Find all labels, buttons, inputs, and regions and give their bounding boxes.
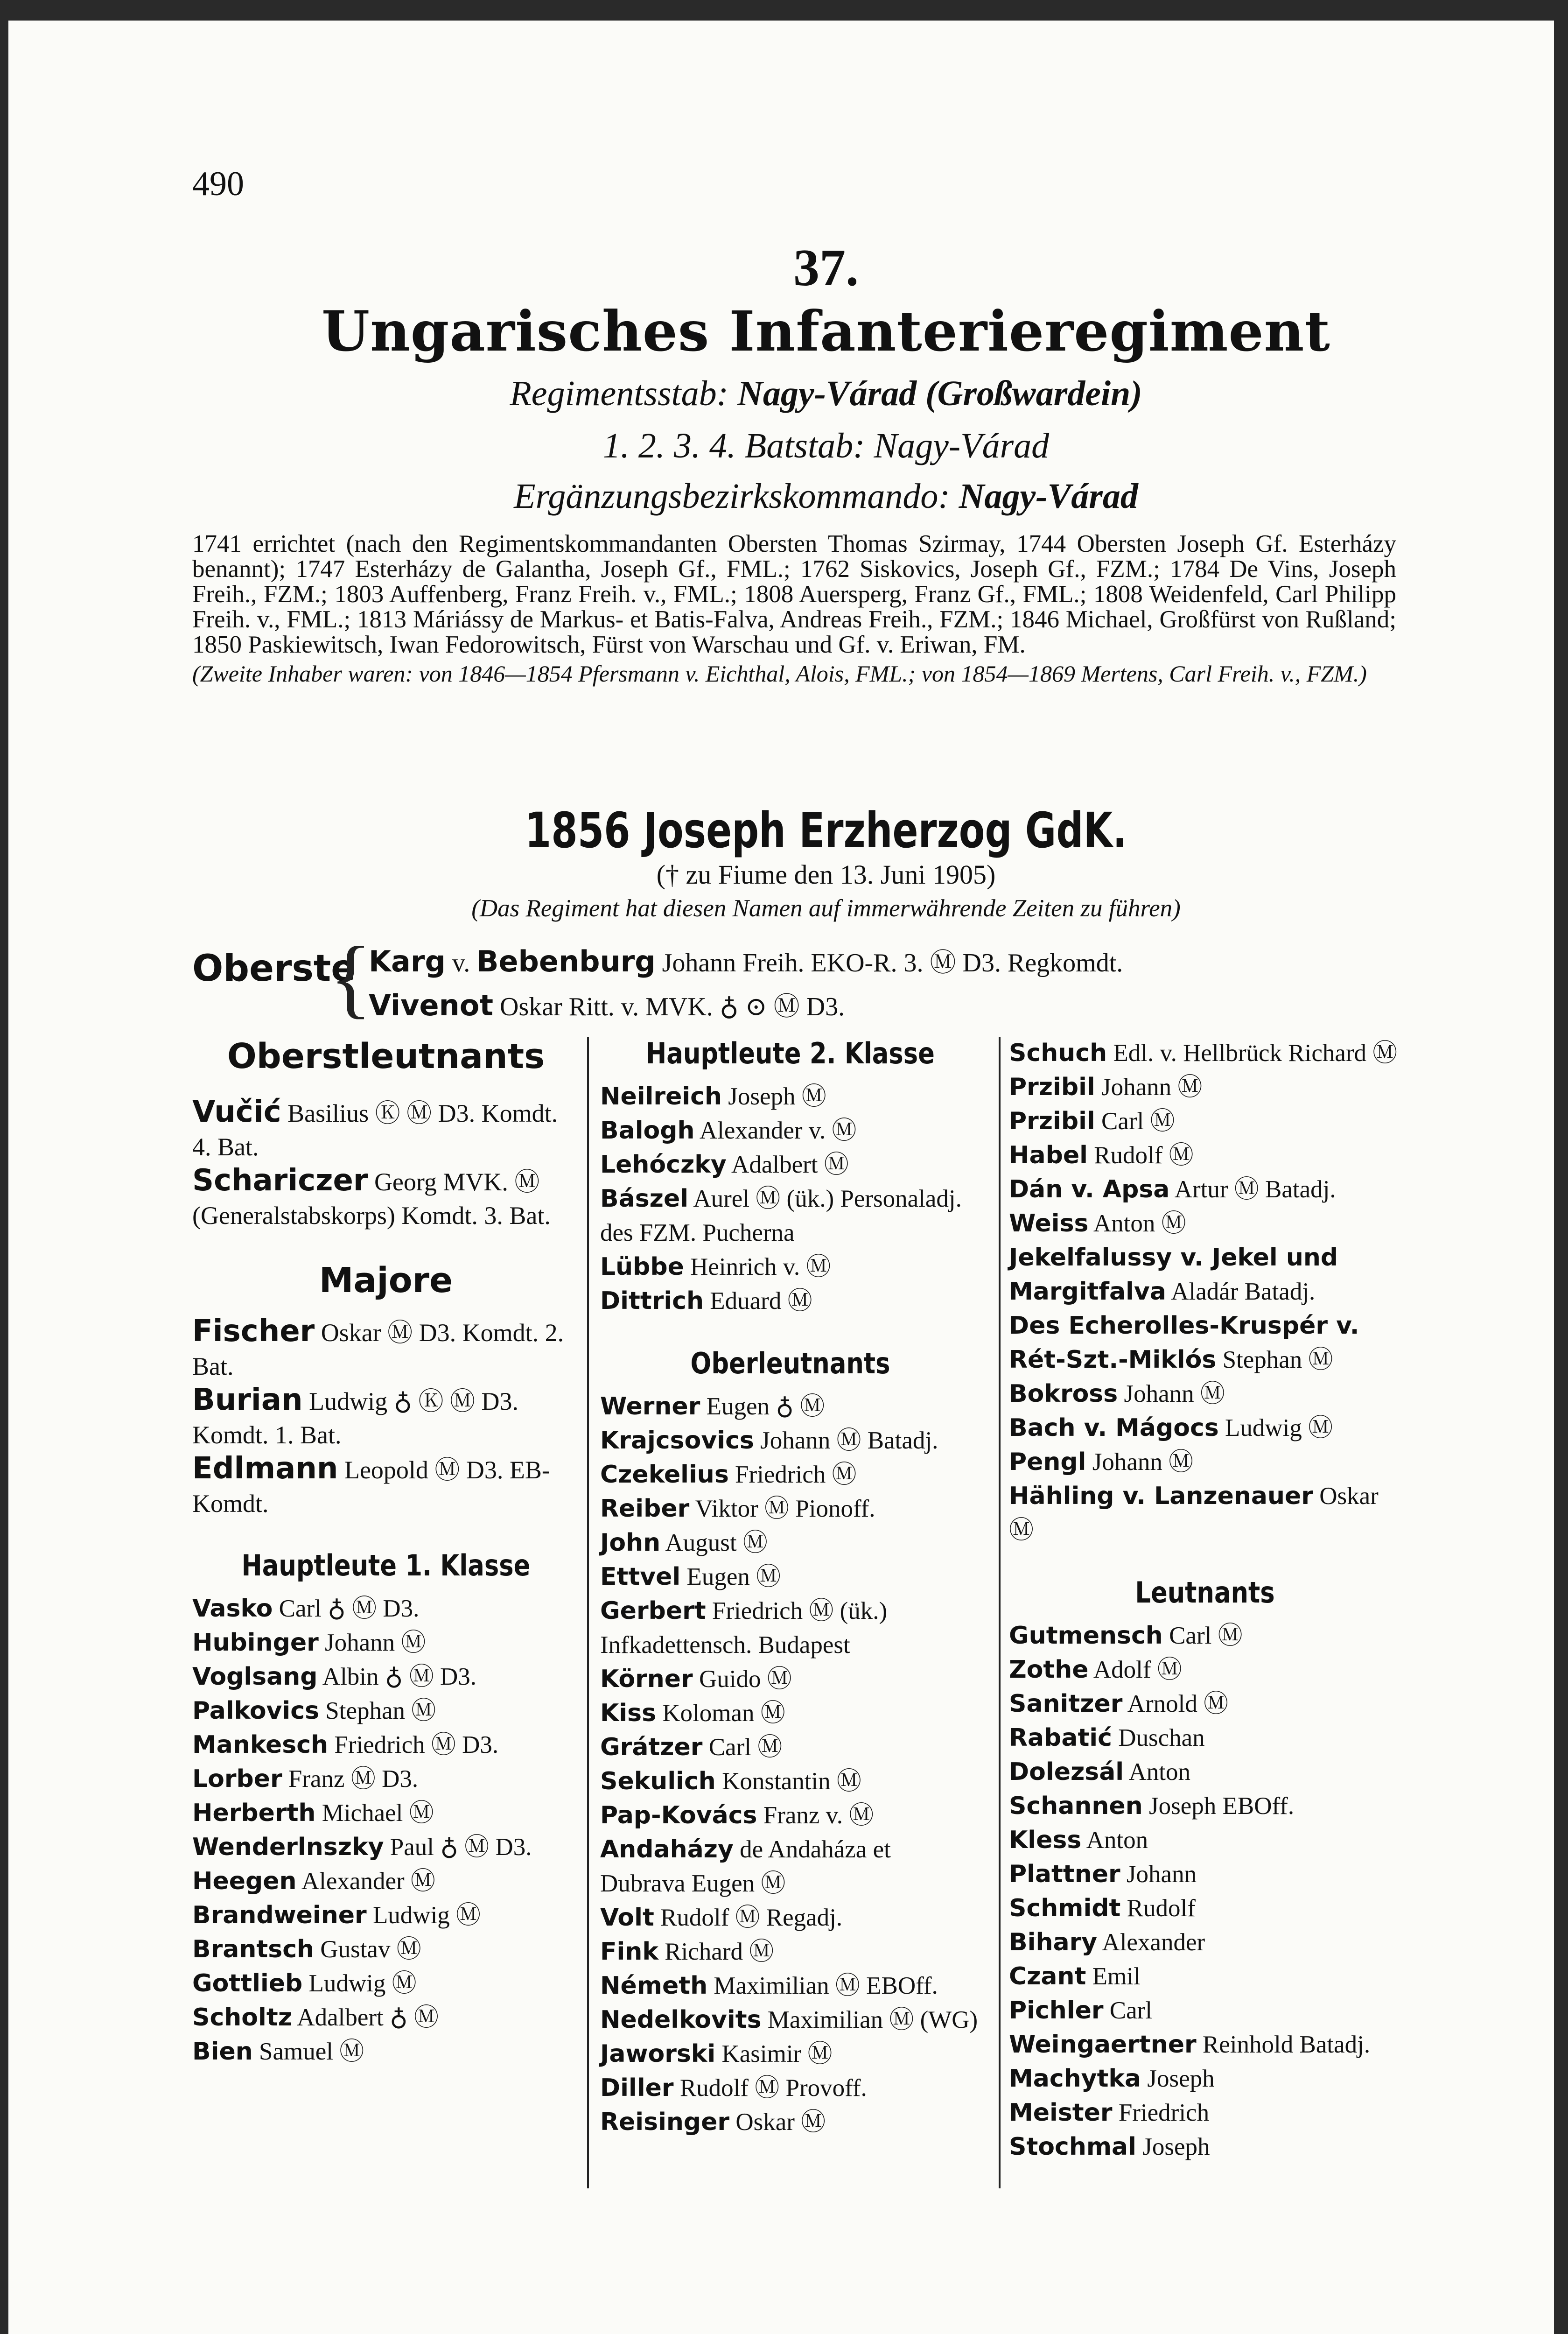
entry-name: Herberth bbox=[192, 1799, 316, 1827]
list-item bbox=[600, 1080, 980, 1114]
list-item bbox=[1009, 1721, 1401, 1755]
entry-name: Fischer bbox=[192, 1314, 315, 1349]
section-heading-oberstleutnants: Oberstleutnants bbox=[227, 1036, 545, 1076]
entry-name: Lorber bbox=[192, 1765, 282, 1793]
entry-text: Joseph Ⓜ bbox=[722, 1083, 826, 1110]
entry-text: Ludwig Ⓜ bbox=[366, 1902, 481, 1929]
entry-text: Ludwig Ⓜ bbox=[302, 1970, 417, 1997]
entry-text: Eugen ♁ Ⓜ bbox=[700, 1393, 825, 1420]
list-item bbox=[600, 1560, 980, 1594]
list-item bbox=[192, 1898, 580, 1933]
entry-name: Schannen bbox=[1009, 1792, 1143, 1820]
list-item bbox=[600, 2071, 980, 2105]
entry-text: de Andaháza et Dubrava Eugen Ⓜ bbox=[600, 1836, 891, 1897]
entry-text: Samuel Ⓜ bbox=[252, 2038, 364, 2065]
regimentsstab-line bbox=[140, 373, 1512, 414]
entry-name: Mankesch bbox=[192, 1731, 329, 1759]
list-item bbox=[1009, 1479, 1401, 1547]
entry-name: Rabatić bbox=[1009, 1724, 1112, 1752]
entry-name: Gerbert bbox=[600, 1597, 706, 1625]
list-item bbox=[192, 2001, 580, 2035]
list-item bbox=[600, 1526, 980, 1560]
entry-text: Franz v. Ⓜ bbox=[757, 1802, 874, 1829]
entry-name: Bokross bbox=[1009, 1380, 1118, 1408]
list-item bbox=[600, 2003, 980, 2037]
second-owners-note: (Zweite Inhaber waren: von 1846—1854 Pfersmann v. Eichthal, Alois, FML.; von 1854—1869 Mertens, Carl Freih. v., FZM.) bbox=[192, 661, 1367, 687]
list-item bbox=[192, 1452, 580, 1520]
entry-text: Johann Freih. EKO-R. 3. Ⓜ D3. Regkomdt. bbox=[655, 949, 1123, 977]
regiment-number: 37. bbox=[793, 239, 859, 297]
entry-text: Paul ♁ Ⓜ D3. bbox=[384, 1834, 532, 1861]
entry-text: v. bbox=[445, 949, 477, 977]
entry-text: Adolf Ⓜ bbox=[1088, 1656, 1182, 1683]
entry-name: Krajcsovics bbox=[600, 1427, 754, 1455]
list-item bbox=[1009, 1241, 1401, 1309]
list-item bbox=[192, 1864, 580, 1898]
entry-name: Czant bbox=[1009, 1962, 1086, 1990]
list-item bbox=[1009, 1857, 1401, 1891]
entry-name: Hubinger bbox=[192, 1629, 319, 1657]
entry-text: Adalbert ♁ Ⓜ bbox=[292, 2004, 439, 2031]
section-heading-hauptleute-2: Hauptleute 2. Klasse bbox=[646, 1036, 935, 1070]
entry-text: Alexander Ⓜ bbox=[296, 1868, 435, 1895]
entry-text: Leopold Ⓜ D3. EB-Komdt. bbox=[192, 1456, 550, 1518]
list-item bbox=[1009, 1377, 1401, 1411]
entry-text: Basilius Ⓚ Ⓜ D3. Komdt. 4. Bat. bbox=[192, 1099, 558, 1161]
oberste-label: Oberste bbox=[192, 948, 356, 990]
entry-text: Joseph bbox=[1136, 2133, 1210, 2160]
history-block bbox=[192, 531, 1396, 686]
list-item bbox=[192, 1830, 580, 1864]
entry-name: Vivenot bbox=[369, 988, 493, 1022]
entry-text: Joseph bbox=[1141, 2065, 1215, 2092]
entry-name: Diller bbox=[600, 2074, 674, 2102]
inhaber-heading: 1856 Joseph Erzherzog GdK. bbox=[525, 802, 1127, 859]
entry-name: Jaworski bbox=[600, 2040, 716, 2068]
list-item bbox=[1009, 1653, 1401, 1687]
erganzung-label: Ergänzungsbezirkskommando: bbox=[514, 477, 950, 516]
entry-text: Ludwig Ⓜ bbox=[1218, 1414, 1333, 1441]
entry-name: Bihary bbox=[1009, 1928, 1098, 1956]
column-3 bbox=[1009, 1036, 1401, 2164]
entry-text: Oskar Ⓜ bbox=[729, 2109, 826, 2136]
entry-text: Guido Ⓜ bbox=[693, 1666, 792, 1693]
entry-text: Johann Ⓜ bbox=[318, 1629, 426, 1656]
column-divider bbox=[587, 1037, 589, 2188]
entry-text: Adalbert Ⓜ bbox=[726, 1151, 849, 1178]
list-item bbox=[192, 1728, 580, 1762]
entry-name: Przibil bbox=[1009, 1107, 1095, 1135]
entry-text: Rudolf bbox=[1120, 1895, 1196, 1922]
batstab-line bbox=[140, 426, 1512, 466]
list-item bbox=[1009, 1207, 1401, 1241]
list-item bbox=[1009, 1789, 1401, 1823]
entry-text: Oskar Ⓜ bbox=[1009, 1483, 1379, 1544]
entry-text: Oskar Ⓜ D3. Komdt. 2. Bat. bbox=[192, 1319, 564, 1380]
list-item bbox=[1009, 1445, 1401, 1479]
regimentsstab-label: Regimentsstab: bbox=[510, 374, 728, 413]
column-divider bbox=[999, 1037, 1001, 2188]
entry-text: Anton Ⓜ bbox=[1088, 1210, 1186, 1237]
entry-name: Vasko bbox=[192, 1595, 273, 1623]
page-number: 490 bbox=[192, 165, 244, 203]
entry-name: Grátzer bbox=[600, 1733, 703, 1761]
entry-text: Anton bbox=[1081, 1827, 1148, 1854]
list-item bbox=[600, 1730, 980, 1765]
list-item bbox=[1009, 1687, 1401, 1721]
entry-name: Pichler bbox=[1009, 1997, 1104, 2025]
entry-name: Fink bbox=[600, 1938, 658, 1966]
history-text: 1741 errichtet (nach den Regimentskommandanten Obersten Thomas Szirmay, 1744 Obersten Joseph Gf. Esterházy benannt); 1747 Esterházy de Galantha, Joseph Gf., FML.; 1762 Siskovics, Joseph Gf., FZM.; 1784 De Vins, Joseph Freih., FZM.; 1803 Auffenberg, Franz Freih. v., FML.; 1808 Auersperg, Franz Gf., FML.; 1808 Weidenfeld, Carl Philipp Freih. v., FML.; 1813 Máriássy de Markus- et Batis-Falva, Andreas Freih., FZM.; 1846 Michael, Großfürst von Rußland; 1850 Paskiewitsch, Iwan Fedorowitsch, Fürst von Warschau und Gf. v. Eriwan, FM. bbox=[192, 530, 1396, 658]
entry-text: Richard Ⓜ bbox=[658, 1938, 774, 1965]
section-heading-oberleutnants: Oberleutnants bbox=[690, 1346, 890, 1380]
list-item bbox=[600, 1182, 980, 1250]
entry-text: Franz Ⓜ D3. bbox=[282, 1765, 419, 1793]
list-item bbox=[600, 1765, 980, 1799]
entry-name: Pengl bbox=[1009, 1448, 1086, 1476]
entry-name: Dittrich bbox=[600, 1287, 704, 1315]
entry-name: Karg bbox=[369, 944, 446, 978]
entry-name: Scholtz bbox=[192, 2004, 292, 2032]
entry-name: Schuch bbox=[1009, 1039, 1107, 1067]
entry-name: Pap-Kovács bbox=[600, 1801, 757, 1829]
entry-name: Nedelkovits bbox=[600, 2006, 762, 2034]
entry-name: Machytka bbox=[1009, 2065, 1141, 2093]
entry-text: Alexander v. Ⓜ bbox=[694, 1117, 857, 1144]
entry-name: Habel bbox=[1009, 1141, 1088, 1169]
entry-name: Werner bbox=[600, 1392, 700, 1420]
entry-name: Kiss bbox=[600, 1699, 657, 1727]
entry-text: Maximilian Ⓜ (WG) bbox=[761, 2006, 978, 2033]
entry-name: Heegen bbox=[192, 1867, 297, 1895]
scan-border-left bbox=[0, 0, 8, 2334]
list-item bbox=[600, 1114, 980, 1148]
list-item bbox=[1009, 2096, 1401, 2130]
entry-name: Neilreich bbox=[600, 1083, 722, 1111]
entry-text: Rudolf Ⓜ bbox=[1087, 1142, 1194, 1169]
entry-name: Palkovics bbox=[192, 1697, 320, 1725]
entry-text: Friedrich Ⓜ D3. bbox=[328, 1731, 499, 1758]
entry-text: Johann Ⓜ bbox=[1086, 1448, 1194, 1476]
entry-text: Edl. v. Hellbrück Richard Ⓜ bbox=[1107, 1040, 1398, 1067]
list-item bbox=[600, 1901, 980, 1935]
list-item bbox=[600, 1662, 980, 1696]
list-item bbox=[192, 2035, 580, 2069]
entry-text: Gustav Ⓜ bbox=[314, 1936, 421, 1963]
batstab-value: Nagy-Várad bbox=[874, 426, 1050, 465]
list-item bbox=[192, 1383, 580, 1452]
entry-name: Des Echerolles-Kruspér v. Rét-Szt.-Miklós bbox=[1009, 1312, 1359, 1374]
entry-text: Friedrich bbox=[1112, 2099, 1210, 2126]
entry-name: Lehóczky bbox=[600, 1151, 727, 1179]
entry-text: Friedrich Ⓜ bbox=[728, 1461, 857, 1488]
list-item bbox=[600, 1799, 980, 1833]
entry-name: Bebenburg bbox=[476, 944, 656, 978]
list-item bbox=[1009, 1926, 1401, 1960]
entry-text: Carl bbox=[1103, 1997, 1153, 2024]
section-heading-majore: Majore bbox=[319, 1260, 453, 1301]
column-2 bbox=[600, 1036, 980, 2139]
entry-text: Carl ♁ Ⓜ D3. bbox=[273, 1595, 420, 1622]
list-item bbox=[1009, 1411, 1401, 1445]
list-item bbox=[1009, 1173, 1401, 1207]
entry-name: Dolezsál bbox=[1009, 1758, 1124, 1786]
list-item bbox=[600, 1969, 980, 2003]
list-item bbox=[600, 1696, 980, 1730]
name-note: (Das Regiment hat diesen Namen auf immerwährende Zeiten zu führen) bbox=[471, 895, 1181, 922]
entry-text: Ludwig ♁ Ⓚ Ⓜ D3. Komdt. 1. Bat. bbox=[192, 1387, 519, 1449]
entry-text: Albin ♁ Ⓜ D3. bbox=[317, 1663, 477, 1690]
entry-text: Reinhold Batadj. bbox=[1196, 2031, 1371, 2058]
list-item bbox=[192, 1762, 580, 1796]
list-item bbox=[192, 1933, 580, 1967]
list-item bbox=[600, 1935, 980, 1969]
list-item bbox=[600, 2037, 980, 2071]
entry-text: Anton bbox=[1124, 1758, 1190, 1786]
entry-text: Carl Ⓜ bbox=[1095, 1108, 1175, 1135]
entry-text: Johann Ⓜ bbox=[1118, 1380, 1225, 1407]
oberste-entry bbox=[369, 986, 845, 1023]
scan-border-right bbox=[1554, 0, 1568, 2334]
death-note: († zu Fiume den 13. Juni 1905) bbox=[656, 859, 996, 890]
list-item bbox=[600, 1594, 980, 1662]
entry-text: Stephan Ⓜ bbox=[1216, 1346, 1333, 1373]
list-item bbox=[1009, 1994, 1401, 2028]
column-1 bbox=[192, 1036, 580, 2069]
entry-name: Wenderlnszky bbox=[192, 1833, 384, 1861]
list-item bbox=[192, 1315, 580, 1383]
scan-border-top bbox=[0, 0, 1568, 21]
list-item bbox=[192, 1592, 580, 1626]
entry-text: Aladár Batadj. bbox=[1166, 1278, 1316, 1305]
entry-text: Konstantin Ⓜ bbox=[715, 1768, 861, 1795]
entry-name: Gutmensch bbox=[1009, 1622, 1163, 1650]
entry-text: Kasimir Ⓜ bbox=[715, 2040, 833, 2067]
entry-name: Vučić bbox=[192, 1095, 281, 1129]
entry-name: Sanitzer bbox=[1009, 1690, 1123, 1718]
list-item bbox=[1009, 1891, 1401, 1926]
entry-name: Weingaertner bbox=[1009, 2031, 1197, 2059]
list-item bbox=[1009, 1619, 1401, 1653]
list-item bbox=[600, 1458, 980, 1492]
entry-name: Edlmann bbox=[192, 1451, 338, 1486]
list-item bbox=[600, 1284, 980, 1318]
list-item bbox=[1009, 2130, 1401, 2164]
entry-name: Sekulich bbox=[600, 1767, 716, 1795]
entry-text: Carl Ⓜ bbox=[702, 1734, 783, 1761]
list-item bbox=[600, 1424, 980, 1458]
list-item bbox=[600, 1390, 980, 1424]
entry-text: Friedrich Ⓜ (ük.) Infkadettensch. Budapest bbox=[600, 1597, 888, 1659]
list-item bbox=[1009, 1139, 1401, 1173]
list-item bbox=[600, 1250, 980, 1284]
entry-text: Johann Ⓜ Batadj. bbox=[754, 1427, 938, 1454]
entry-name: Volt bbox=[600, 1904, 654, 1932]
entry-text: Rudolf Ⓜ Provoff. bbox=[673, 2074, 867, 2102]
entry-name: Czekelius bbox=[600, 1461, 729, 1489]
list-item bbox=[192, 1095, 580, 1164]
list-item bbox=[600, 1148, 980, 1182]
entry-name: Balogh bbox=[600, 1117, 695, 1145]
entry-name: Gottlieb bbox=[192, 1969, 303, 1997]
entry-name: Plattner bbox=[1009, 1860, 1120, 1888]
entry-text: Maximilian Ⓜ EBOff. bbox=[707, 1972, 938, 1999]
list-item bbox=[1009, 1823, 1401, 1857]
entry-text: Alexander bbox=[1097, 1929, 1205, 1956]
list-item bbox=[1009, 1960, 1401, 1994]
list-item bbox=[192, 1796, 580, 1830]
entry-name: Kless bbox=[1009, 1826, 1082, 1854]
entry-name: Zothe bbox=[1009, 1656, 1089, 1684]
entry-name: Bien bbox=[192, 2038, 253, 2066]
entry-name: Brandweiner bbox=[192, 1901, 367, 1929]
entry-name: Reisinger bbox=[600, 2108, 730, 2136]
entry-text: Oskar Ritt. v. MVK. ♁ ⊙ Ⓜ D3. bbox=[493, 992, 845, 1021]
list-item bbox=[192, 1164, 580, 1232]
list-item bbox=[1009, 2062, 1401, 2096]
entry-name: Lübbe bbox=[600, 1253, 684, 1281]
erganzung-line bbox=[140, 476, 1512, 517]
entry-text: Georg MVK. Ⓜ (Generalstabskorps) Komdt. 3. Bat. bbox=[192, 1168, 551, 1230]
entry-name: Stochmal bbox=[1009, 2133, 1136, 2161]
entry-text: Koloman Ⓜ bbox=[656, 1700, 785, 1727]
list-item bbox=[1009, 2028, 1401, 2062]
entry-text: Arnold Ⓜ bbox=[1122, 1690, 1229, 1717]
entry-name: Ettvel bbox=[600, 1563, 681, 1591]
list-item bbox=[192, 1694, 580, 1728]
erganzung-value: Nagy-Várad bbox=[959, 477, 1138, 516]
entry-text: Duschan bbox=[1112, 1724, 1205, 1751]
entry-text: Stephan Ⓜ bbox=[319, 1697, 436, 1724]
entry-name: Reiber bbox=[600, 1495, 690, 1523]
list-item bbox=[600, 1492, 980, 1526]
section-heading-hauptleute-1: Hauptleute 1. Klasse bbox=[241, 1548, 531, 1582]
entry-name: Schariczer bbox=[192, 1163, 368, 1198]
entry-name: Bászel bbox=[600, 1185, 689, 1213]
regiment-title: Ungarisches Infanterieregiment bbox=[322, 299, 1330, 364]
entry-text: Artur Ⓜ Batadj. bbox=[1169, 1176, 1336, 1203]
entry-text: August Ⓜ bbox=[660, 1529, 768, 1556]
entry-text: Johann Ⓜ bbox=[1095, 1074, 1203, 1101]
entry-text: Joseph EBOff. bbox=[1142, 1793, 1295, 1820]
entry-name: Voglsang bbox=[192, 1663, 318, 1691]
list-item bbox=[192, 1660, 580, 1694]
entry-name: John bbox=[600, 1529, 661, 1557]
batstab-label: 1. 2. 3. 4. Batstab: bbox=[602, 426, 865, 465]
list-item bbox=[192, 1626, 580, 1660]
list-item bbox=[1009, 1755, 1401, 1789]
entry-text: Eugen Ⓜ bbox=[680, 1563, 781, 1590]
section-heading-leutnants: Leutnants bbox=[1135, 1575, 1275, 1610]
entry-name: Weiss bbox=[1009, 1209, 1089, 1237]
entry-name: Bach v. Mágocs bbox=[1009, 1414, 1219, 1442]
entry-name: Andaházy bbox=[600, 1835, 734, 1863]
entry-text: Emil bbox=[1086, 1963, 1141, 1990]
entry-text: Eduard Ⓜ bbox=[704, 1287, 812, 1315]
entry-name: Hähling v. Lanzenauer bbox=[1009, 1482, 1313, 1510]
entry-name: Jekelfalussy v. Jekel und Margitfalva bbox=[1009, 1244, 1338, 1306]
entry-name: Körner bbox=[600, 1665, 693, 1693]
brace-icon: { bbox=[329, 929, 372, 1027]
entry-text: Michael Ⓜ bbox=[315, 1800, 434, 1827]
entry-text: Carl Ⓜ bbox=[1162, 1622, 1243, 1649]
entry-text: Johann bbox=[1120, 1861, 1197, 1888]
entry-text: Aurel Ⓜ (ük.) Personaladj. des FZM. Pucherna bbox=[600, 1185, 962, 1246]
regimentsstab-value: Nagy-Várad (Großwardein) bbox=[737, 374, 1142, 413]
entry-text: Heinrich v. Ⓜ bbox=[684, 1253, 831, 1280]
list-item bbox=[1009, 1070, 1401, 1104]
list-item bbox=[192, 1967, 580, 2001]
entry-text: Viktor Ⓜ Pionoff. bbox=[689, 1495, 875, 1522]
list-item bbox=[600, 2105, 980, 2139]
entry-name: Burian bbox=[192, 1383, 303, 1417]
list-item bbox=[1009, 1036, 1401, 1070]
list-item bbox=[1009, 1309, 1401, 1377]
oberste-entry bbox=[369, 942, 1123, 979]
entry-text: Rudolf Ⓜ Regadj. bbox=[654, 1904, 843, 1931]
entry-name: Brantsch bbox=[192, 1935, 315, 1963]
entry-name: Przibil bbox=[1009, 1073, 1095, 1101]
list-item bbox=[1009, 1104, 1401, 1139]
entry-name: Meister bbox=[1009, 2099, 1113, 2127]
entry-name: Schmidt bbox=[1009, 1894, 1121, 1922]
list-item bbox=[600, 1833, 980, 1901]
entry-name: Dán v. Apsa bbox=[1009, 1175, 1170, 1203]
entry-name: Németh bbox=[600, 1972, 708, 2000]
